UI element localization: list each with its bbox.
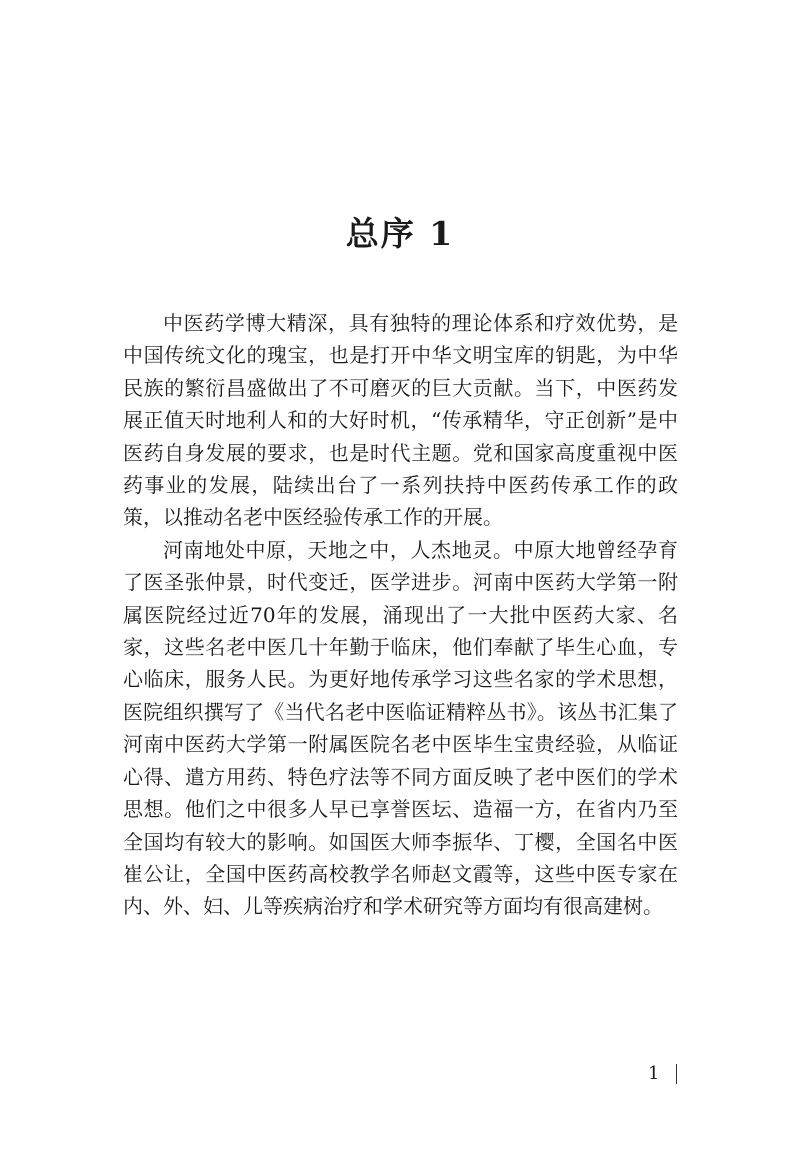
- page-number: 1: [648, 1063, 660, 1084]
- page-number-divider: [676, 1064, 677, 1084]
- paragraph: 河南地处中原，天地之中，人杰地灵。中原大地曾经孕育了医圣张仲景，时代变迁，医学进步。河南中医药大学第一附属医院经过近70年的发展，涌现出了一大批中医药大家、名家，这些名老中医几十年勤于临床，他们奉献了毕生心血，专心临床，服务人民。为更好地传承学习这些名家的学术思想，医院组织撰写了《当代名老中医临证精粹丛书》。该丛书汇集了河南中医药大学第一附属医院名老中医毕生宝贵经验，从临证心得、遣方用药、特色疗法等不同方面反映了老中医们的学术思想。他们之中很多人早已享誉医坛、造福一方，在省内乃至全国均有较大的影响。如国医大师李振华、丁樱，全国名中医崔公让，全国中医药高校教学名师赵文霞等，这些中医专家在内、外、妇、儿等疾病治疗和学术研究等方面均有很高建树。: [123, 537, 678, 919]
- body-text: [123, 307, 678, 923]
- paragraph: 中医药学博大精深，具有独特的理论体系和疗效优势，是中国传统文化的瑰宝，也是打开中华文明宝库的钥匙，为中华民族的繁衍昌盛做出了不可磨灭的巨大贡献。当下，中医药发展正值天时地利人和的大好时机，“传承精华，守正创新”是中医药自身发展的要求，也是时代主题。党和国家高度重视中医药事业的发展，陆续出台了一系列扶持中医药传承工作的政策，以推动名老中医经验传承工作的开展。: [123, 311, 678, 530]
- page-title: 总序 1: [345, 214, 455, 253]
